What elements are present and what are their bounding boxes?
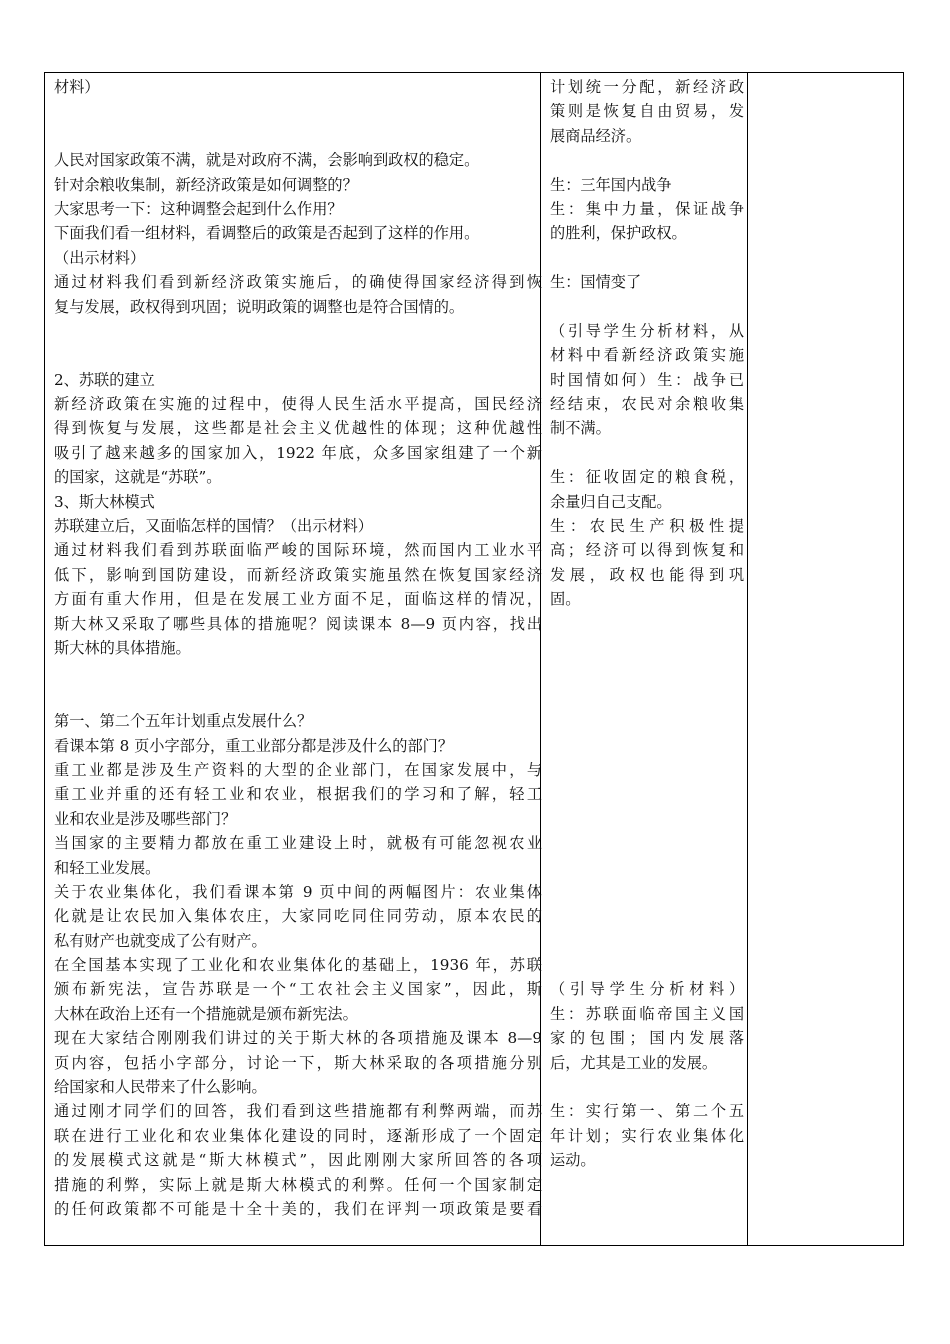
teacher-text-line: 斯大林的具体措施。 xyxy=(54,638,191,657)
student-text-line xyxy=(550,660,744,684)
student-text-line xyxy=(550,734,744,758)
teacher-text-line xyxy=(54,660,542,684)
student-text-line xyxy=(550,831,744,855)
teacher-text-line: 业和农业是涉及哪些部门？ xyxy=(54,809,237,828)
student-text-line: 计划统一分配，新经济政 xyxy=(550,78,744,96)
student-text-line: 余量归自己支配。 xyxy=(550,492,672,511)
student-text-line xyxy=(550,685,744,709)
teacher-text-line: 私有财产也就变成了公有财产。 xyxy=(54,931,267,950)
teacher-text-line: 通过材料我们看到新经济政策实施后，的确使得国家经济得到恢 xyxy=(54,273,542,292)
student-text-line xyxy=(550,953,744,977)
student-text-line xyxy=(550,148,744,172)
teacher-text-line: （出示材料） xyxy=(54,248,146,267)
student-text-line: 后，尤其是工业的发展。 xyxy=(550,1053,718,1072)
student-text-line: 经结束，农民对余粮收集 xyxy=(550,395,744,414)
student-text-line xyxy=(550,1075,744,1099)
teacher-text-line: 材料） xyxy=(54,78,100,96)
student-text-line: 时国情如何）生：战争已 xyxy=(550,370,744,389)
student-text-line: 高；经济可以得到恢复和 xyxy=(550,541,744,560)
teacher-text-line: 低下，影响到国防建设，而新经济政策实施虽然在恢复国家经济 xyxy=(54,565,542,584)
student-text-line xyxy=(550,709,744,733)
teacher-text-line xyxy=(54,319,542,343)
student-text-line xyxy=(550,441,744,465)
teacher-text-line: 下面我们看一组材料，看调整后的政策是否起到了这样的作用。 xyxy=(54,224,480,243)
column-divider-2 xyxy=(747,73,748,1245)
teacher-text-line: 现在大家结合刚刚我们讲过的关于斯大林的各项措施及课本 8—9 xyxy=(54,1029,542,1048)
student-text-line xyxy=(550,636,744,660)
teacher-activity-column xyxy=(54,75,542,1221)
teacher-text-line: 复与发展，政权得到巩固；说明政策的调整也是符合国情的。 xyxy=(54,297,465,316)
student-text-line: 的胜利，保护政权。 xyxy=(550,224,687,243)
student-text-line: 生：征收固定的粮食税， xyxy=(550,468,744,487)
teacher-text-line: 第一、第二个五年计划重点发展什么？ xyxy=(54,712,313,731)
student-text-line: 生：三年国内战争 xyxy=(550,175,672,194)
teacher-text-line xyxy=(54,343,542,367)
student-activity-column xyxy=(550,75,744,1173)
teacher-text-line: 新经济政策在实施的过程中，使得人民生活水平提高，国民经济 xyxy=(54,395,542,414)
lesson-plan-table xyxy=(44,72,904,1246)
student-text-line: 发展，政权也能得到巩 xyxy=(550,565,744,584)
teacher-text-line: 苏联建立后，又面临怎样的国情？（出示材料） xyxy=(54,517,373,536)
teacher-text-line: 联在进行工业化和农业集体化建设的同时，逐渐形成了一个固定 xyxy=(54,1126,542,1145)
teacher-text-line: 重工业都是涉及生产资料的大型的企业部门，在国家发展中，与 xyxy=(54,760,542,779)
teacher-text-line: 看课本第 8 页小字部分，重工业部分都是涉及什么的部门？ xyxy=(54,736,454,755)
teacher-text-line: 重工业并重的还有轻工业和农业，根据我们的学习和了解，轻工 xyxy=(54,785,542,804)
teacher-text-line: 措施的利弊，实际上就是斯大林模式的利弊。任何一个国家制定 xyxy=(54,1175,542,1194)
student-text-line xyxy=(550,807,744,831)
student-text-line xyxy=(550,782,744,806)
student-text-line xyxy=(550,758,744,782)
student-text-line: 生：苏联面临帝国主义国 xyxy=(550,1004,744,1023)
teacher-text-line: 的国家，这就是“苏联”。 xyxy=(54,468,222,487)
student-text-line: 材料中看新经济政策实施 xyxy=(550,346,744,365)
teacher-text-line: 通过刚才同学们的回答，我们看到这些措施都有利弊两端，而苏 xyxy=(54,1102,542,1121)
teacher-text-line: 3、斯大林模式 xyxy=(54,492,155,511)
teacher-text-line: 大家思考一下：这种调整会起到什么作用？ xyxy=(54,199,343,218)
teacher-text-line: 人民对国家政策不满，就是对政府不满，会影响到政权的稳定。 xyxy=(54,151,480,170)
teacher-text-line: 大林在政治上还有一个措施就是颁布新宪法。 xyxy=(54,1004,358,1023)
student-text-line: 固。 xyxy=(550,590,581,609)
student-text-line: 策则是恢复自由贸易，发 xyxy=(550,102,744,121)
teacher-text-line: 颁布新宪法，宣告苏联是一个“工农社会主义国家”，因此，斯 xyxy=(54,980,542,999)
teacher-text-line: 和轻工业发展。 xyxy=(54,858,161,877)
student-text-line: 生：集中力量，保证战争 xyxy=(550,199,744,218)
student-text-line xyxy=(550,246,744,270)
student-text-line xyxy=(550,612,744,636)
student-text-line: 生：农民生产积极性提 xyxy=(550,517,744,536)
student-text-line: 展商品经济。 xyxy=(550,126,642,145)
student-text-line: 生：实行第一、第二个五 xyxy=(550,1102,744,1121)
teacher-text-line: 化就是让农民加入集体农庄，大家同吃同住同劳动，原本农民的 xyxy=(54,907,542,926)
teacher-text-line xyxy=(54,124,542,148)
teacher-text-line: 斯大林又采取了哪些具体的措施呢？阅读课本 8—9 页内容，找出 xyxy=(54,614,542,633)
student-text-line xyxy=(550,929,744,953)
teacher-text-line: 关于农业集体化，我们看课本第 9 页中间的两幅图片：农业集体 xyxy=(54,882,542,901)
teacher-text-line xyxy=(54,685,542,709)
teacher-text-line: 吸引了越来越多的国家加入，1922 年底，众多国家组建了一个新 xyxy=(54,443,542,462)
teacher-text-line: 给国家和人民带来了什么影响。 xyxy=(54,1078,267,1097)
teacher-text-line: 当国家的主要精力都放在重工业建设上时，就极有可能忽视农业 xyxy=(54,834,542,853)
teacher-text-line: 的任何政策都不可能是十全十美的，我们在评判一项政策是要看 xyxy=(54,1199,542,1218)
student-text-line xyxy=(550,880,744,904)
teacher-text-line: 的发展模式这就是“斯大林模式”，因此刚刚大家所回答的各项 xyxy=(54,1151,542,1170)
student-text-line xyxy=(550,904,744,928)
student-text-line: （引导学生分析材料） xyxy=(550,980,744,999)
student-text-line: 制不满。 xyxy=(550,419,611,438)
teacher-text-line xyxy=(54,99,542,123)
student-text-line: 生：国情变了 xyxy=(550,273,642,292)
teacher-text-line: 通过材料我们看到苏联面临严峻的国际环境，然而国内工业水平 xyxy=(54,541,542,560)
teacher-text-line: 页内容，包括小字部分，讨论一下，斯大林采取的各项措施分别 xyxy=(54,1053,542,1072)
student-text-line: （引导学生分析材料，从 xyxy=(550,321,744,340)
student-text-line xyxy=(550,856,744,880)
student-text-line: 运动。 xyxy=(550,1151,596,1170)
teacher-text-line: 2、苏联的建立 xyxy=(54,370,155,389)
student-text-line: 年计划；实行农业集体化 xyxy=(550,1126,744,1145)
student-text-line xyxy=(550,295,744,319)
teacher-text-line: 针对余粮收集制，新经济政策是如何调整的？ xyxy=(54,175,358,194)
teacher-text-line: 在全国基本实现了工业化和农业集体化的基础上，1936 年，苏联 xyxy=(54,956,542,975)
teacher-text-line: 方面有重大作用，但是在发展工业方面不足，面临这样的情况， xyxy=(54,590,542,609)
student-text-line: 家的包围；国内发展落 xyxy=(550,1029,744,1048)
teacher-text-line: 得到恢复与发展，这些都是社会主义优越性的体现；这种优越性 xyxy=(54,419,542,438)
